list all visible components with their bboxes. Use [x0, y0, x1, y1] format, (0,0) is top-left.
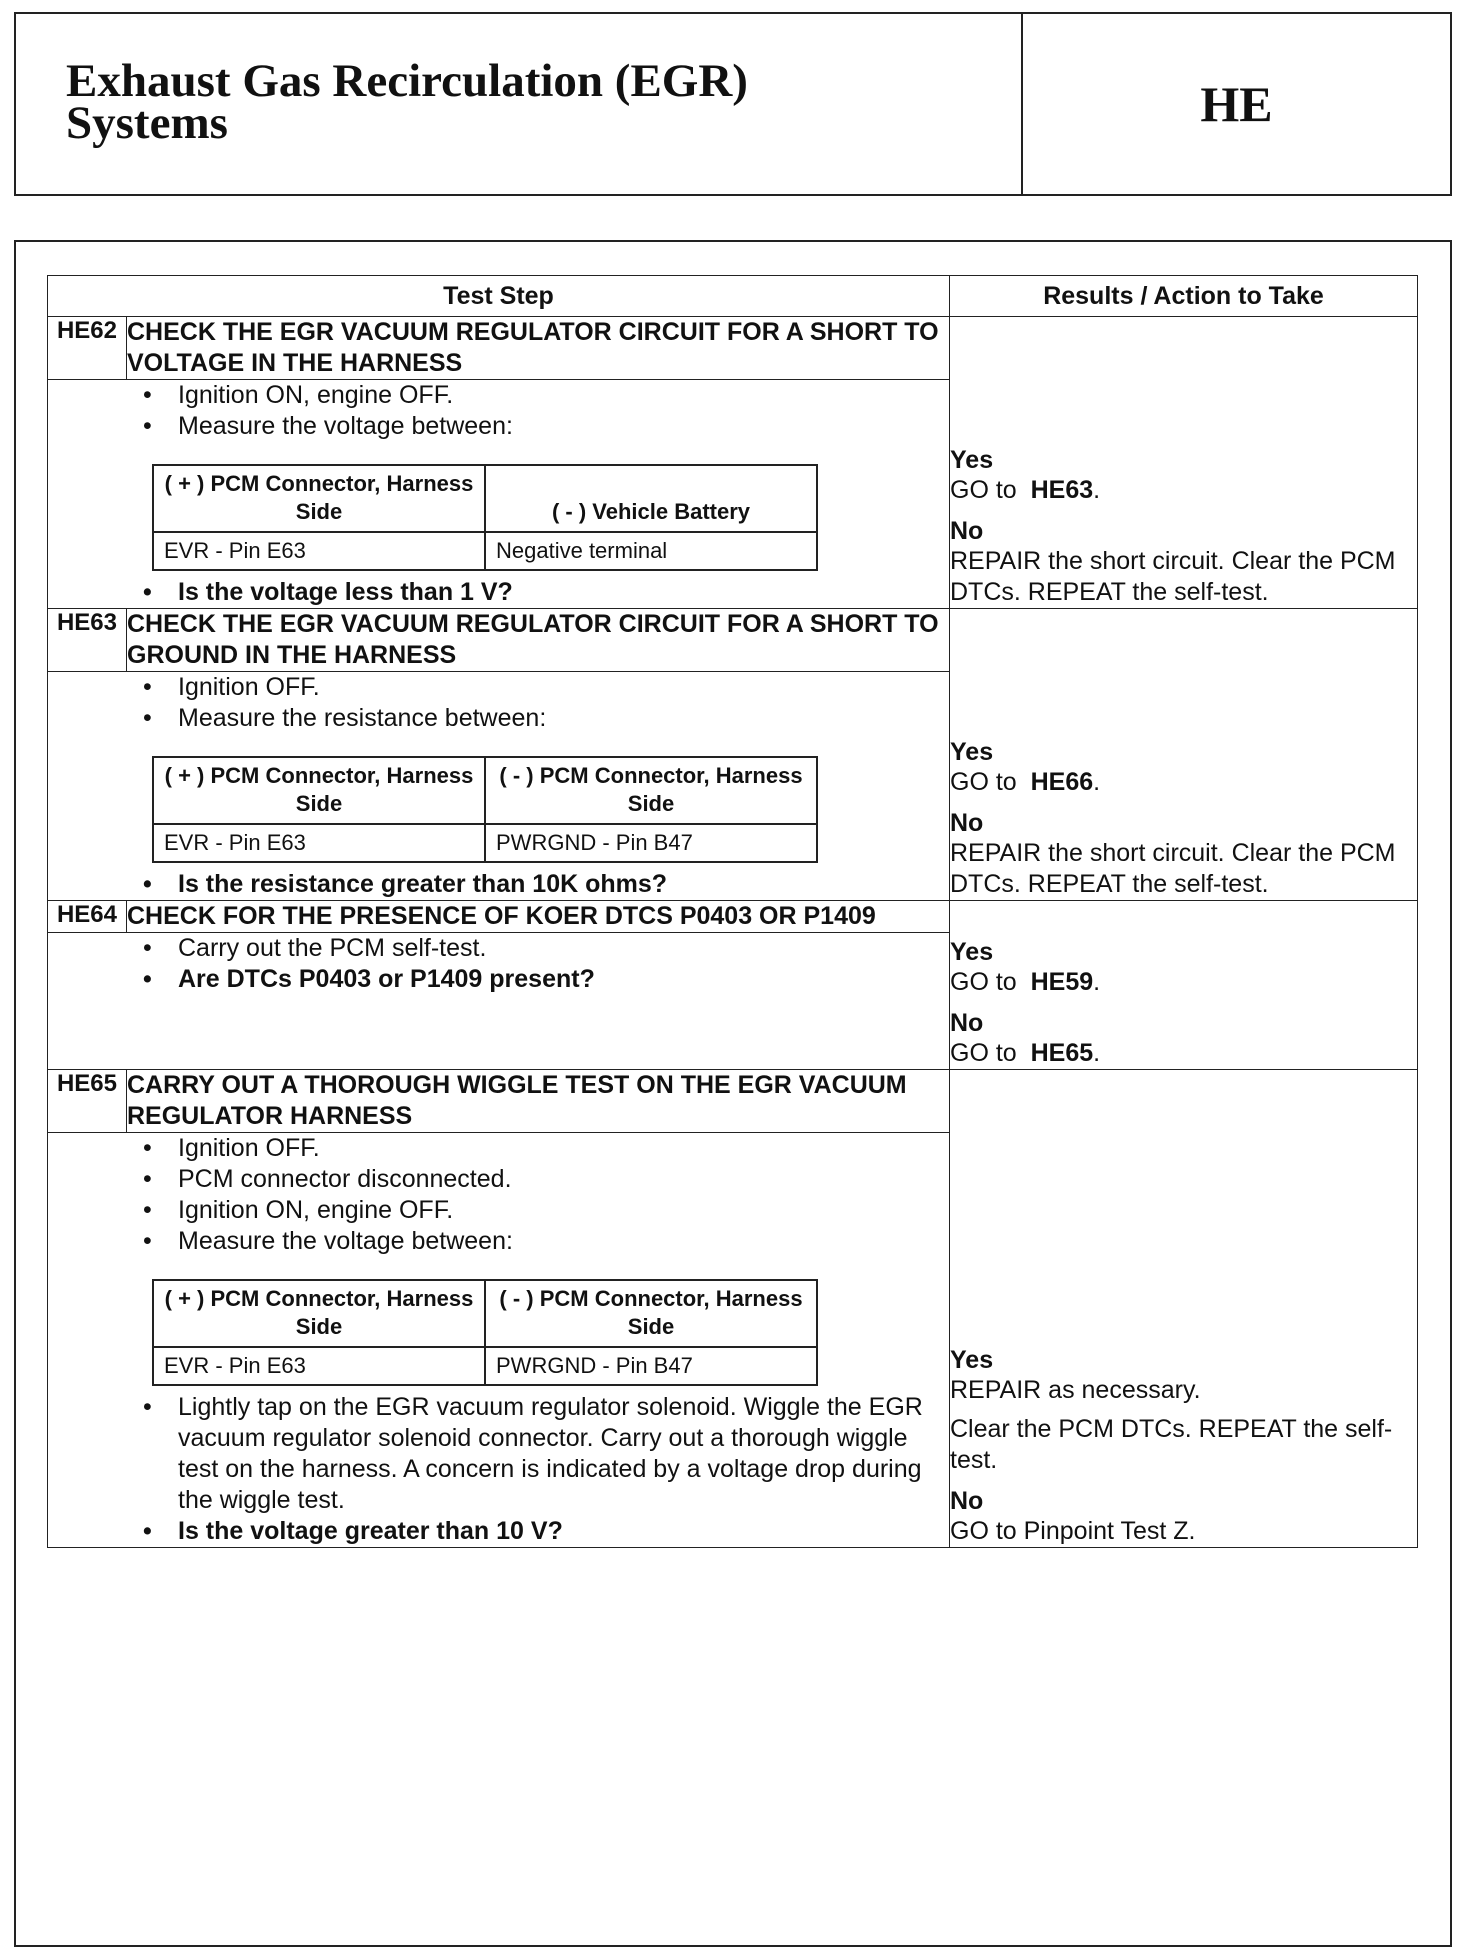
step-bullet: • Measure the voltage between: [48, 1226, 949, 1257]
step-title: CARRY OUT A THOROUGH WIGGLE TEST ON THE EGR VACUUM REGULATOR HARNESS [127, 1070, 950, 1133]
step-id: HE65 [48, 1070, 127, 1133]
step-bullet: • Measure the resistance between: [48, 703, 949, 734]
step-title: CHECK THE EGR VACUUM REGULATOR CIRCUIT FOR A SHORT TO VOLTAGE IN THE HARNESS [127, 317, 950, 380]
step-title-row [48, 317, 1418, 380]
test-step-table [47, 275, 1418, 1548]
yes-action: GO to HE59. [950, 968, 1101, 996]
step-bullet: • PCM connector disconnected. [48, 1164, 949, 1195]
step-id: HE62 [48, 317, 127, 380]
step-bullet: • Measure the voltage between: [48, 411, 949, 442]
yes-action: GO to HE66. [950, 768, 1101, 796]
yes-label: Yes [950, 938, 994, 966]
measure-head-positive: ( + ) PCM Connector, Harness Side [153, 465, 485, 532]
no-label: No [950, 1487, 984, 1515]
measure-head-negative: ( - ) PCM Connector, Harness Side [485, 1280, 817, 1347]
no-label: No [950, 517, 984, 545]
step-id: HE64 [48, 901, 127, 933]
measure-value-positive: EVR - Pin E63 [153, 532, 485, 570]
step-title-row [48, 609, 1418, 672]
step-result [950, 317, 1418, 609]
step-result [950, 609, 1418, 901]
no-target: HE65 [1030, 1039, 1094, 1067]
step-title: CHECK FOR THE PRESENCE OF KOER DTCS P0403 OR P1409 [127, 901, 950, 933]
step-body [48, 933, 950, 1070]
yes-label: Yes [950, 446, 994, 474]
step-question: • Is the resistance greater than 10K ohms? [48, 869, 949, 900]
step-title: CHECK THE EGR VACUUM REGULATOR CIRCUIT FOR A SHORT TO GROUND IN THE HARNESS [127, 609, 950, 672]
measure-head-negative: ( - ) PCM Connector, Harness Side [485, 757, 817, 824]
column-header-results: Results / Action to Take [950, 276, 1418, 317]
step-result [950, 1070, 1418, 1548]
measurement-table [152, 756, 818, 863]
no-label: No [950, 809, 984, 837]
yes-label: Yes [950, 1346, 994, 1374]
yes-action: GO to HE63. [950, 476, 1101, 504]
measure-head-positive: ( + ) PCM Connector, Harness Side [153, 757, 485, 824]
measure-head-positive: ( + ) PCM Connector, Harness Side [153, 1280, 485, 1347]
step-bullet: • Ignition ON, engine OFF. [48, 1195, 949, 1226]
yes-target: HE59 [1030, 968, 1094, 996]
step-body [48, 672, 950, 901]
section-code: HE [1200, 76, 1273, 132]
measure-value-negative: Negative terminal [485, 532, 817, 570]
step-body [48, 1133, 950, 1548]
no-action: GO to Pinpoint Test Z. [950, 1517, 1196, 1545]
no-action: REPAIR the short circuit. Clear the PCM DTCs. REPEAT the self-test. [950, 547, 1396, 606]
step-question: • Is the voltage less than 1 V? [48, 577, 949, 608]
no-action: REPAIR the short circuit. Clear the PCM DTCs. REPEAT the self-test. [950, 839, 1396, 898]
table-header-row [48, 276, 1418, 317]
page-header [14, 12, 1452, 196]
measure-value-negative: PWRGND - Pin B47 [485, 824, 817, 862]
step-id: HE63 [48, 609, 127, 672]
yes-target: HE66 [1030, 768, 1094, 796]
step-bullet: • Ignition OFF. [48, 672, 949, 703]
step-result [950, 901, 1418, 1070]
step-bullet: • Ignition OFF. [48, 1133, 949, 1164]
column-header-test-step: Test Step [48, 276, 950, 317]
measure-value-negative: PWRGND - Pin B47 [485, 1347, 817, 1385]
step-bullet: • Ignition ON, engine OFF. [48, 380, 949, 411]
measure-value-positive: EVR - Pin E63 [153, 824, 485, 862]
step-body [48, 380, 950, 609]
step-title-row [48, 901, 1418, 933]
step-title-row [48, 1070, 1418, 1133]
no-action: GO to HE65. [950, 1039, 1101, 1067]
measure-value-positive: EVR - Pin E63 [153, 1347, 485, 1385]
page-title: Exhaust Gas Recirculation (EGR) Systems [66, 55, 748, 149]
measurement-table [152, 464, 818, 571]
step-question: • Are DTCs P0403 or P1409 present? [48, 964, 949, 995]
step-bullet: • Carry out the PCM self-test. [48, 933, 949, 964]
step-bullet: • Lightly tap on the EGR vacuum regulator solenoid. Wiggle the EGR vacuum regulator solenoid connector. Carry out a thorough wiggle test on the harness. A concern is indicated by a voltage drop during the wiggle test. [48, 1392, 949, 1516]
yes-target: HE63 [1030, 476, 1094, 504]
step-question: • Is the voltage greater than 10 V? [48, 1516, 949, 1547]
yes-action-2: Clear the PCM DTCs. REPEAT the self-test. [950, 1415, 1393, 1474]
yes-label: Yes [950, 738, 994, 766]
measurement-table [152, 1279, 818, 1386]
measure-head-negative: ( - ) Vehicle Battery [485, 465, 817, 532]
no-label: No [950, 1009, 984, 1037]
yes-action: REPAIR as necessary. [950, 1376, 1201, 1404]
